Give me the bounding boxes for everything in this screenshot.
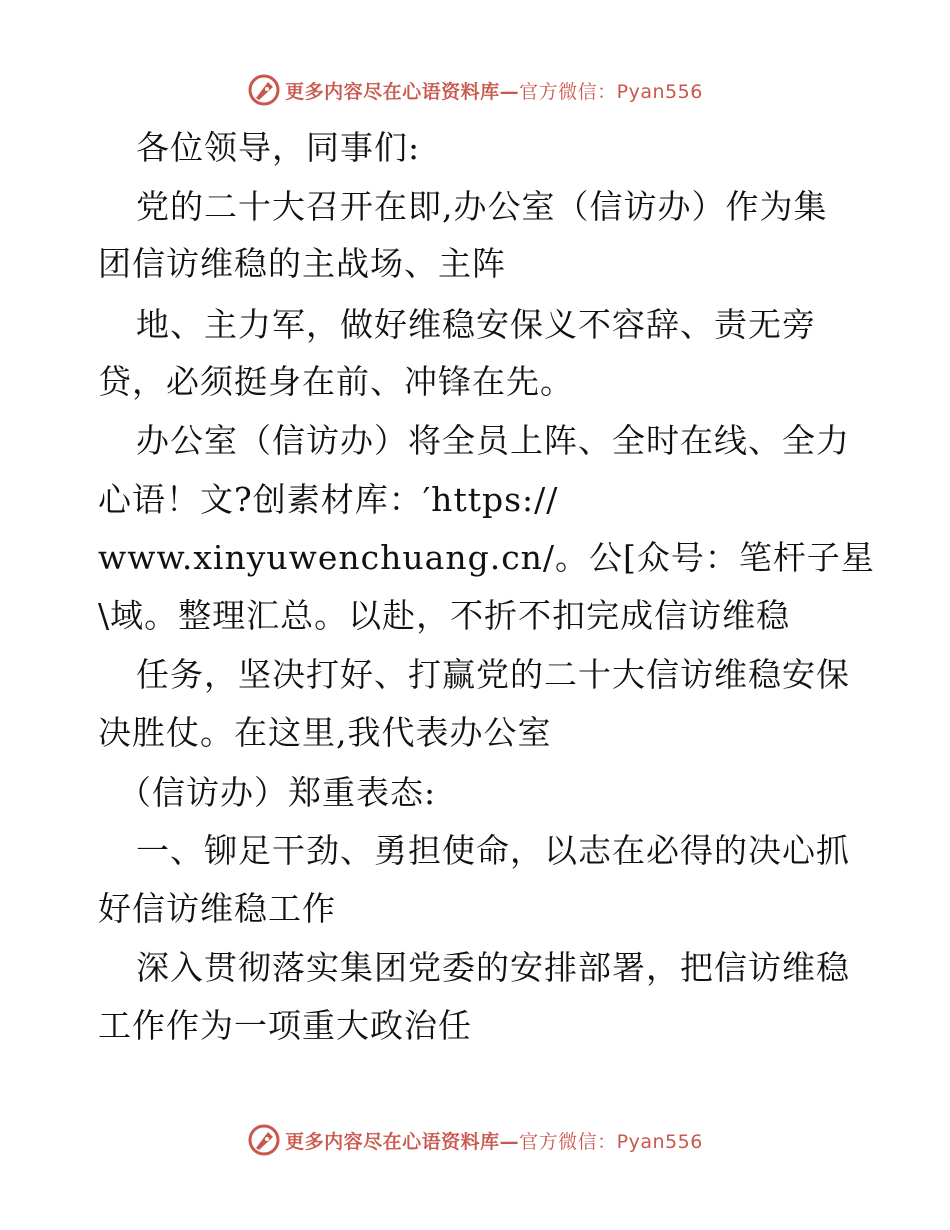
pen-nib-logo-icon (247, 1123, 281, 1157)
paragraph-line: （信访办）郑重表态: (118, 773, 437, 812)
paragraph-line: 心语！文?创素材库：′https:// (98, 480, 559, 519)
paragraph-line: 决胜仗。在这里,我代表办公室 (98, 713, 552, 752)
paragraph-line: 团信访维稳的主战场、主阵 (98, 244, 506, 283)
banner-wechat-text: 官方微信：Pyan556 (519, 80, 703, 103)
paragraph-line: www.xinyuwenchuang.cn/。公[众号：笔杆子星 (98, 538, 875, 577)
banner-wechat-text: 官方微信：Pyan556 (519, 1130, 703, 1153)
paragraph-line: 地、主力军，做好维稳安保义不容辞、责无旁 (136, 305, 816, 344)
paragraph-line: 深入贯彻落实集团党委的安排部署，把信访维稳 (136, 948, 850, 987)
paragraph-line: 党的二十大召开在即,办公室（信访办）作为集 (136, 187, 828, 226)
paragraph-line: 工作作为一项重大政治任 (98, 1006, 472, 1045)
paragraph-line: 各位领导，同事们: (136, 128, 421, 167)
banner-main-text: 更多内容尽在心语资料库— (285, 80, 520, 103)
paragraph-line: 办公室（信访办）将全员上阵、全时在线、全力 (136, 421, 850, 460)
banner-text (285, 1127, 703, 1154)
paragraph-line: \域。整理汇总。以赴，不折不扣完成信访维稳 (98, 596, 791, 635)
paragraph-line: 任务，坚决打好、打赢党的二十大信访维稳安保 (136, 655, 850, 694)
paragraph-line: 好信访维稳工作 (98, 889, 336, 928)
paragraph-line: 一、铆足干劲、勇担使命，以志在必得的决心抓 (136, 831, 850, 870)
banner-main-text: 更多内容尽在心语资料库— (285, 1130, 520, 1153)
footer-watermark-banner (0, 1122, 950, 1158)
paragraph-line: 贷，必须挺身在前、冲锋在先。 (98, 362, 574, 401)
